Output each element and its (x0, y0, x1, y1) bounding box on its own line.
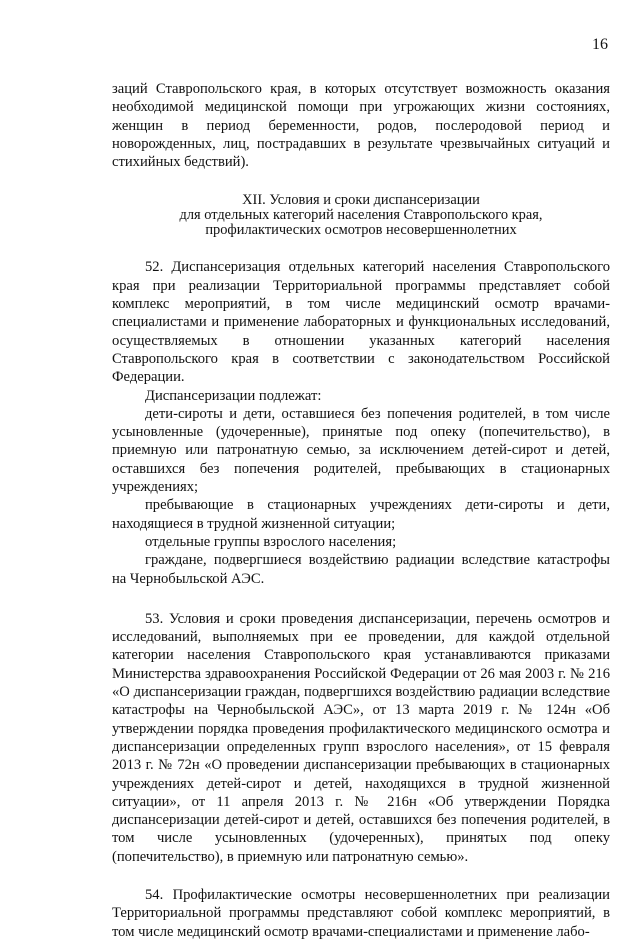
paragraph-spacer (112, 588, 610, 610)
document-body (112, 80, 610, 941)
paragraph-52-subject-intro: Диспансеризации подлежат: (145, 387, 322, 404)
paragraph-54: 54. Профилактические осмотры несовершеннолетних при реализации Территориальной программы представляют собой комплекс мероприятий, в том числе медицинский осмотр врачами-специалистами и применение лабо- (112, 886, 610, 940)
paragraph-52-item-adult-groups: отдельные группы взрослого населения; (145, 533, 397, 550)
paragraph-spacer (112, 866, 610, 886)
paragraph-53: 53. Условия и сроки проведения диспансеризации, перечень осмотров и исследований, выполняемых при ее проведении, для каждой отдельной категории населения Ставропольского края устанавливаются приказами Министерства здравоохранения Российской Федерации от 26 мая 2003 г. № 216 «О диспансеризации граждан, подвергшихся воздействию радиации вследствие катастрофы на Чернобыльской АЭС», от 13 марта 2019 г. № 124н «Об утверждении порядка проведения профилактического медицинского осмотра и диспансеризации определенных групп взрослого населения», от 15 февраля 2013 г. № 72н «О проведении диспансеризации пребывающих в стационарных учреждениях детей-сирот и детей, находящихся в трудной жизненной ситуации», от 11 апреля 2013 г. № 216н «Об утверждении Порядка диспансеризации детей-сирот и детей, оставшихся без попечения родителей, в том числе усыновленных (удочеренных), принятых под опеку (попечительство), в приемную или патронатную семью». (112, 610, 610, 865)
page-number: 16 (592, 36, 608, 53)
paragraph-52-item-chernobyl: граждане, подвергшиеся воздействию радиации вследствие катастрофы на Чернобыльской АЭС. (112, 552, 610, 587)
paragraph-52-item-orphans: дети-сироты и дети, оставшиеся без попечения родителей, в том числе усыновленные (удочеренные), принятые под опеку (попечительство), в приемную или патронатную семью, за исключением детей-сирот и детей, оставшихся без попечения родителей, пребывающих в стационарных учреждениях; (112, 405, 610, 496)
continuation-paragraph: заций Ставропольского края, в которых отсутствует возможность оказания необходимой медицинской помощи при угрожающих жизни состояниях, женщин в период беременности, родов, послеродовой период и новорожденных, лиц, пострадавших в результате чрезвычайных ситуаций и стихийных бедствий). (112, 81, 610, 171)
section-heading-line-2: для отдельных категорий населения Ставропольского края, (179, 207, 543, 224)
section-heading-line-3: профилактических осмотров несовершеннолетних (205, 222, 517, 239)
section-heading (112, 193, 610, 238)
paragraph-52: 52. Диспансеризация отдельных категорий населения Ставропольского края при реализации Территориальной программы представляет собой комплекс мероприятий, в том числе медицинский осмотр врачами-специалистами и применение лабораторных и функциональных исследований, осуществляемых в отношении указанных категорий населения Ставропольского края в соответствии с законодательством Российской Федерации. (112, 259, 610, 386)
section-heading-line-1: XII. Условия и сроки диспансеризации (242, 192, 480, 209)
paragraph-52-item-institution-children: пребывающие в стационарных учреждениях дети-сироты и дети, находящиеся в трудной жизненной ситуации; (112, 497, 610, 532)
